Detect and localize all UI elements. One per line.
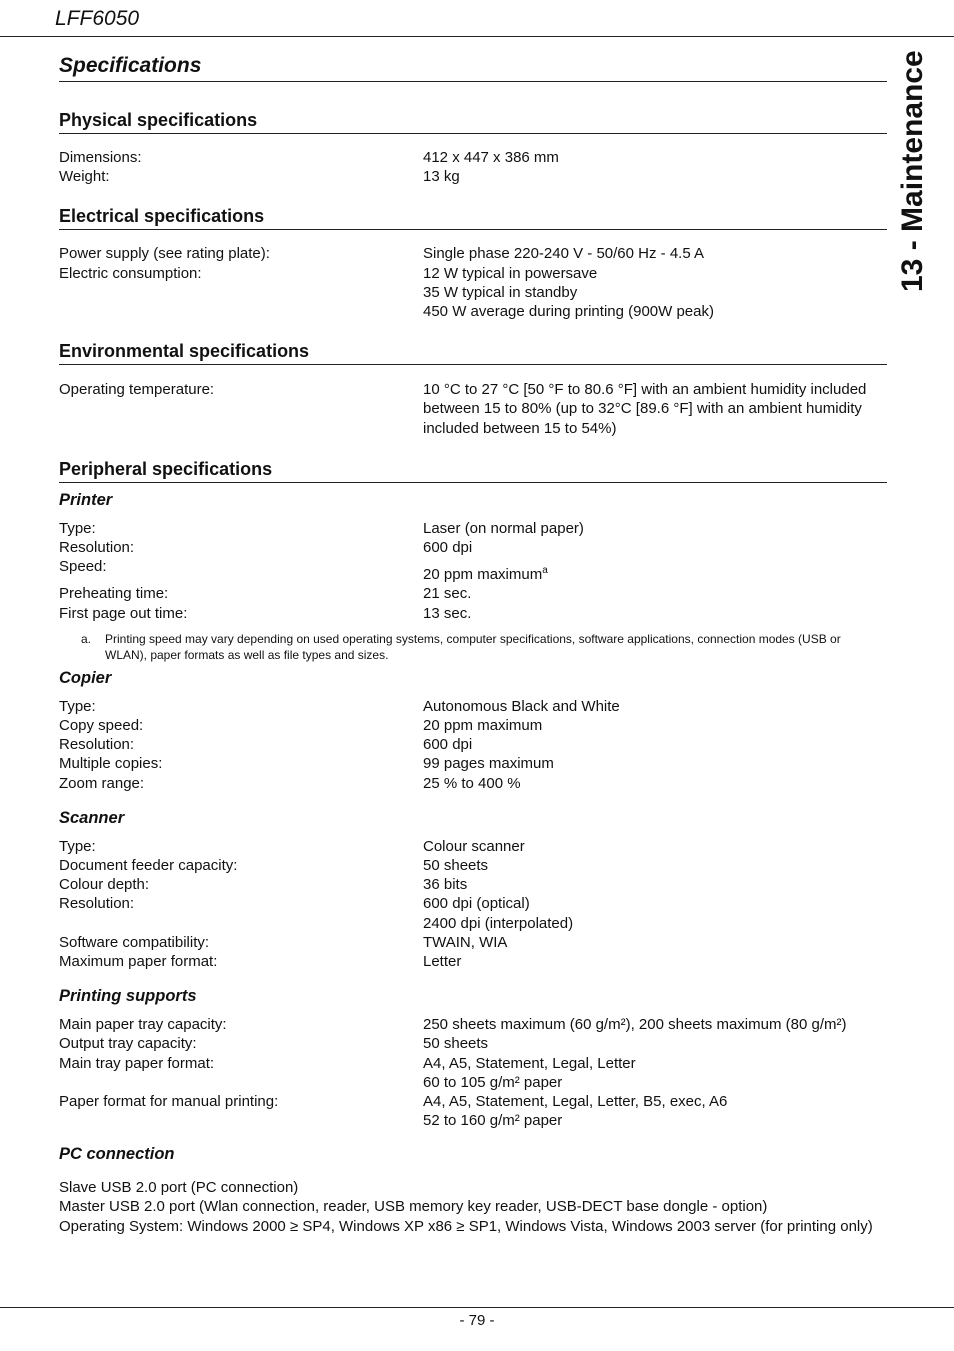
- table-row: Main paper tray capacity: 250 sheets maximum (60 g/m²), 200 sheets maximum (80 g/m²): [59, 1016, 847, 1034]
- chapter-side-tab: 13 - Maintenance: [896, 50, 929, 292]
- printer-spec-table: [59, 519, 887, 623]
- pc-connection-subheading: PC connection: [59, 1144, 175, 1163]
- table-row: Speed: 20 ppm maximum$^a$: [59, 558, 548, 584]
- header-divider: [0, 36, 954, 37]
- pc-connection-block: [59, 1178, 887, 1237]
- table-row: Software compatibility: TWAIN, WIA: [59, 933, 508, 951]
- table-row: Electric consumption: 12 W typical in powersave: [59, 264, 598, 282]
- environmental-spec-heading: Environmental specifications: [59, 341, 887, 365]
- copier-subheading: Copier: [59, 668, 112, 687]
- table-row: First page out time: 13 sec.: [59, 604, 472, 622]
- document-header-title: LFF6050: [55, 7, 140, 30]
- table-row: Type: Autonomous Black and White: [59, 697, 620, 715]
- electrical-spec-heading: Electrical specifications: [59, 206, 887, 230]
- pc-connection-line: Master USB 2.0 port (Wlan connection, reader, USB memory key reader, USB-DECT base dongle - option): [59, 1198, 768, 1215]
- table-row: Resolution: 600 dpi: [59, 736, 473, 754]
- copier-spec-table: [59, 697, 887, 793]
- printing-supports-subheading: Printing supports: [59, 987, 197, 1006]
- table-row: Multiple copies: 99 pages maximum: [59, 755, 554, 773]
- page-title: Specifications: [59, 54, 887, 82]
- table-row: Operating temperature: 10 °C to 27 °C [50 °F to 80.6 °F] with an ambient humidity included between 15 to 80% (up to 32°C [89.6 °F] with an ambient humidity included between 15 to 54%): [59, 381, 867, 437]
- footnote-reference: a: [542, 565, 548, 577]
- printing-supports-table: [59, 1015, 887, 1130]
- table-row: Resolution: 600 dpi: [59, 539, 473, 557]
- table-row: Colour depth: 36 bits: [59, 876, 468, 894]
- table-row: Power supply (see rating plate): Single phase 220-240 V - 50/60 Hz - 4.5 A: [59, 245, 705, 263]
- table-row: Weight: 13 kg: [59, 168, 460, 186]
- environmental-spec-table: [59, 380, 887, 438]
- physical-spec-heading: Physical specifications: [59, 110, 887, 134]
- table-row: Preheating time: 21 sec.: [59, 585, 472, 603]
- printer-footnote: [59, 631, 887, 663]
- pc-connection-line: Operating System: Windows 2000 ≥ SP4, Windows XP x86 ≥ SP1, Windows Vista, Windows 2003 server (for printing only): [59, 1217, 873, 1235]
- table-row: Copy speed: 20 ppm maximum: [59, 717, 543, 735]
- table-row: Main tray paper format: A4, A5, Statement, Legal, Letter: [59, 1054, 636, 1072]
- table-row: Type: Colour scanner: [59, 837, 525, 855]
- page-number: - 79 -: [459, 1312, 495, 1329]
- scanner-spec-table: [59, 837, 887, 971]
- table-row: 60 to 105 g/m² paper: [423, 1073, 563, 1091]
- physical-spec-table: [59, 148, 887, 186]
- table-row: 450 W average during printing (900W peak): [423, 303, 714, 321]
- footer-divider: [0, 1307, 954, 1308]
- table-row: 52 to 160 g/m² paper: [423, 1112, 563, 1130]
- footnote-text: Printing speed may vary depending on used operating systems, computer specifications, software applications, connection modes (USB or WLAN), paper formats as well as file types and sizes.: [105, 631, 841, 662]
- electrical-spec-table: [59, 244, 887, 321]
- table-row: Output tray capacity: 50 sheets: [59, 1035, 489, 1053]
- table-row: Type: Laser (on normal paper): [59, 519, 584, 537]
- table-row: 2400 dpi (interpolated): [423, 914, 574, 932]
- table-row: Maximum paper format: Letter: [59, 953, 462, 971]
- table-row: Document feeder capacity: 50 sheets: [59, 857, 489, 875]
- pc-connection-line: Slave USB 2.0 port (PC connection): [59, 1178, 299, 1196]
- peripheral-spec-heading: Peripheral specifications: [59, 459, 887, 483]
- table-row: Zoom range: 25 % to 400 %: [59, 774, 521, 792]
- printer-subheading: Printer: [59, 490, 113, 509]
- table-row: 35 W typical in standby: [423, 283, 578, 301]
- main-content: [59, 54, 887, 1236]
- footnote-mark: a.: [81, 631, 92, 646]
- scanner-subheading: Scanner: [59, 808, 125, 827]
- table-row: Resolution: 600 dpi (optical): [59, 895, 530, 913]
- table-row: Dimensions: 412 x 447 x 386 mm: [59, 149, 559, 166]
- speed-value: 20 ppm maximum: [423, 566, 543, 584]
- table-row: Paper format for manual printing: A4, A5, Statement, Legal, Letter, B5, exec, A6: [59, 1093, 728, 1111]
